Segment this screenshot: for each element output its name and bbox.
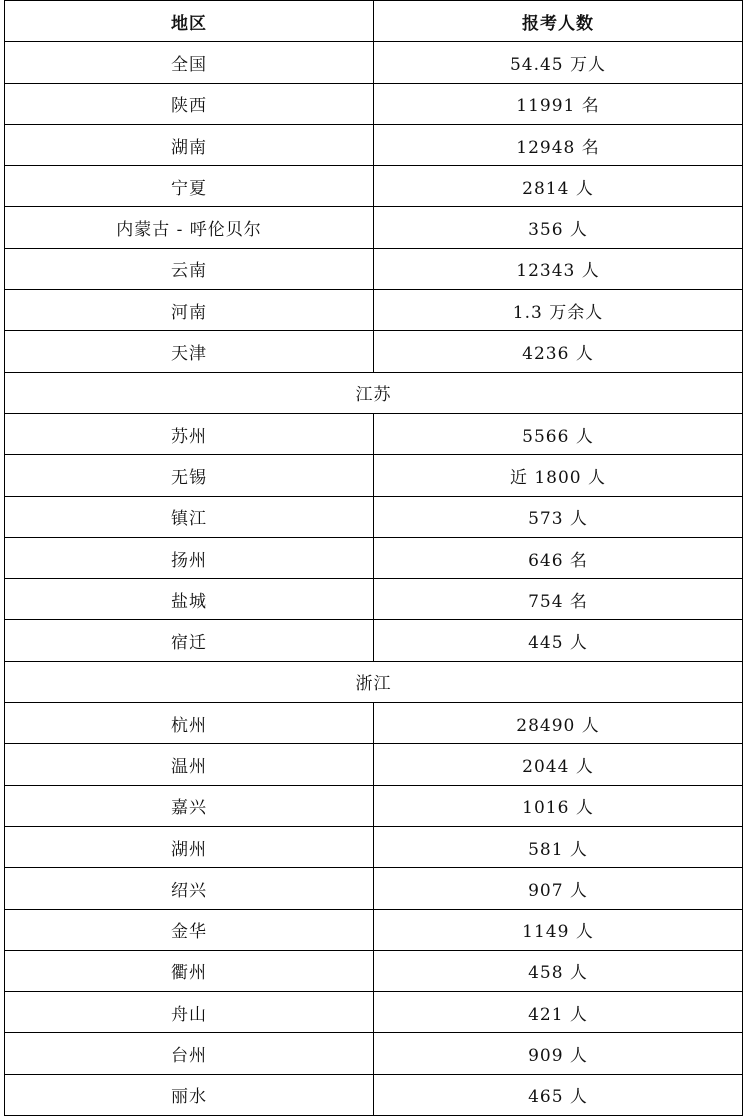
count-cell: 754 名 xyxy=(374,579,743,620)
count-cell: 12948 名 xyxy=(374,124,743,165)
table-row xyxy=(5,744,743,785)
table-row xyxy=(5,124,743,165)
table-row xyxy=(5,579,743,620)
count-cell: 356 人 xyxy=(374,207,743,248)
region-cell: 宿迁 xyxy=(5,620,374,661)
count-cell: 421 人 xyxy=(374,992,743,1033)
region-cell: 无锡 xyxy=(5,455,374,496)
region-cell: 宁夏 xyxy=(5,166,374,207)
count-cell: 5566 人 xyxy=(374,413,743,454)
region-cell: 云南 xyxy=(5,248,374,289)
table-row xyxy=(5,909,743,950)
table-row xyxy=(5,166,743,207)
region-cell: 苏州 xyxy=(5,413,374,454)
count-cell: 54.45 万人 xyxy=(374,42,743,83)
count-cell: 28490 人 xyxy=(374,703,743,744)
region-cell: 内蒙古 - 呼伦贝尔 xyxy=(5,207,374,248)
region-cell: 嘉兴 xyxy=(5,785,374,826)
table-row xyxy=(5,785,743,826)
table-row xyxy=(5,42,743,83)
table-row xyxy=(5,992,743,1033)
region-cell: 舟山 xyxy=(5,992,374,1033)
count-cell: 1149 人 xyxy=(374,909,743,950)
table-body xyxy=(5,42,743,1116)
section-row xyxy=(5,661,743,702)
count-cell: 907 人 xyxy=(374,868,743,909)
table-row xyxy=(5,868,743,909)
table-row xyxy=(5,290,743,331)
region-cell: 绍兴 xyxy=(5,868,374,909)
region-cell: 温州 xyxy=(5,744,374,785)
table-row xyxy=(5,537,743,578)
table-row xyxy=(5,496,743,537)
table-row xyxy=(5,455,743,496)
region-cell: 天津 xyxy=(5,331,374,372)
count-cell: 2044 人 xyxy=(374,744,743,785)
exam-registration-table xyxy=(4,0,743,1116)
region-cell: 河南 xyxy=(5,290,374,331)
count-cell: 445 人 xyxy=(374,620,743,661)
header-row xyxy=(5,1,743,42)
region-cell: 金华 xyxy=(5,909,374,950)
table-row xyxy=(5,620,743,661)
column-header-count: 报考人数 xyxy=(374,1,743,42)
count-cell: 465 人 xyxy=(374,1074,743,1115)
section-row xyxy=(5,372,743,413)
table-row xyxy=(5,331,743,372)
count-cell: 2814 人 xyxy=(374,166,743,207)
region-cell: 湖州 xyxy=(5,826,374,867)
region-cell: 丽水 xyxy=(5,1074,374,1115)
count-cell: 909 人 xyxy=(374,1033,743,1074)
region-cell: 杭州 xyxy=(5,703,374,744)
region-cell: 盐城 xyxy=(5,579,374,620)
count-cell: 12343 人 xyxy=(374,248,743,289)
count-cell: 1.3 万余人 xyxy=(374,290,743,331)
table-row xyxy=(5,248,743,289)
count-cell: 646 名 xyxy=(374,537,743,578)
count-cell: 458 人 xyxy=(374,950,743,991)
table-row xyxy=(5,83,743,124)
region-cell: 全国 xyxy=(5,42,374,83)
region-cell: 镇江 xyxy=(5,496,374,537)
table-row xyxy=(5,207,743,248)
section-label: 浙江 xyxy=(5,661,743,702)
table-row xyxy=(5,950,743,991)
region-cell: 湖南 xyxy=(5,124,374,165)
table-row xyxy=(5,413,743,454)
region-cell: 陕西 xyxy=(5,83,374,124)
count-cell: 581 人 xyxy=(374,826,743,867)
table-row xyxy=(5,1033,743,1074)
count-cell: 573 人 xyxy=(374,496,743,537)
table-row xyxy=(5,703,743,744)
count-cell: 11991 名 xyxy=(374,83,743,124)
region-cell: 台州 xyxy=(5,1033,374,1074)
count-cell: 1016 人 xyxy=(374,785,743,826)
count-cell: 4236 人 xyxy=(374,331,743,372)
region-cell: 衢州 xyxy=(5,950,374,991)
region-cell: 扬州 xyxy=(5,537,374,578)
table-row xyxy=(5,1074,743,1115)
column-header-region: 地区 xyxy=(5,1,374,42)
section-label: 江苏 xyxy=(5,372,743,413)
table-row xyxy=(5,826,743,867)
count-cell: 近 1800 人 xyxy=(374,455,743,496)
